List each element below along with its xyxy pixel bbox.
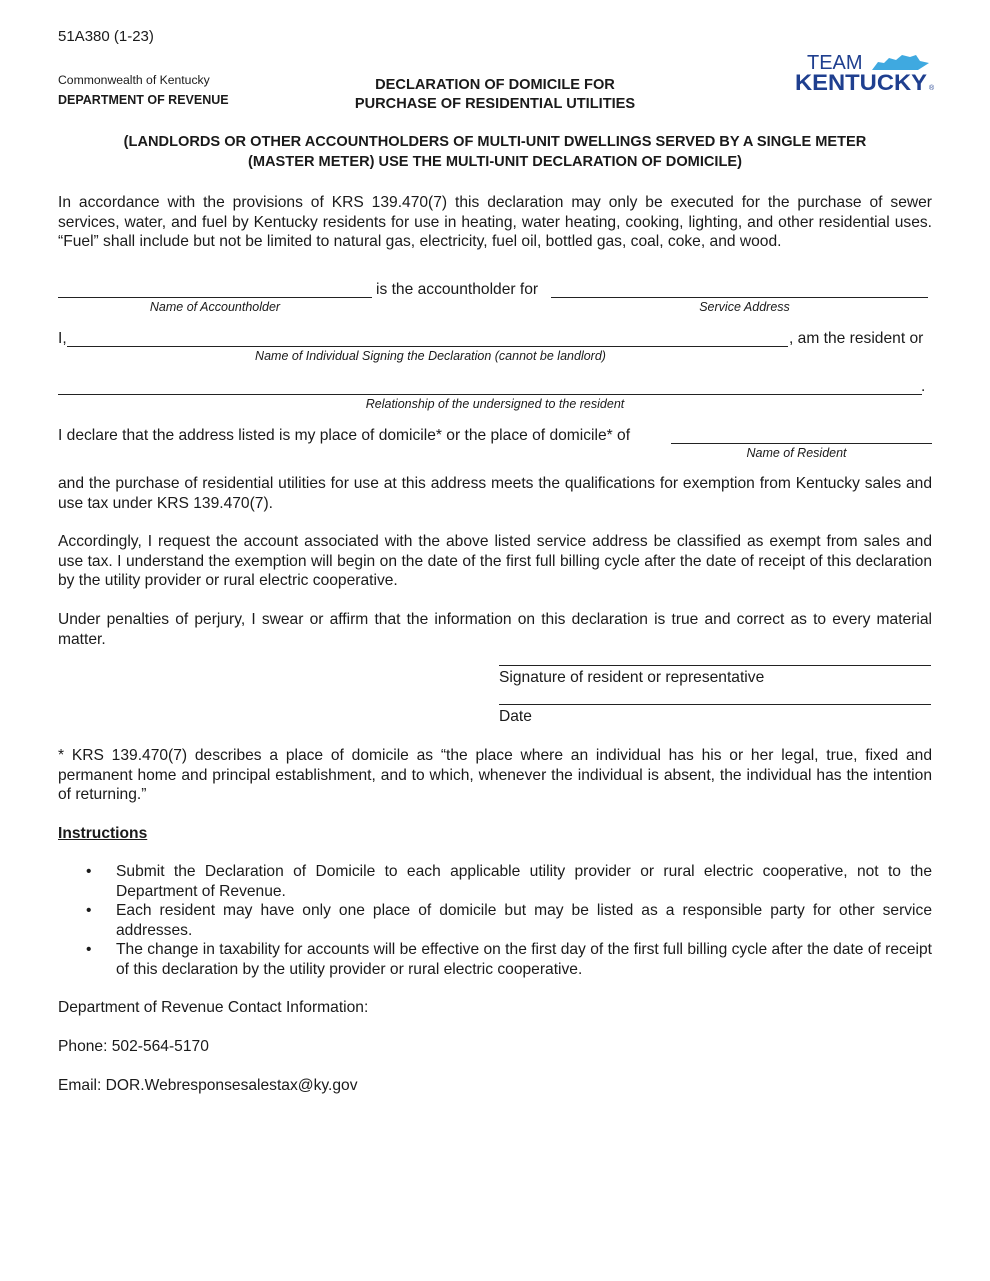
page-title (300, 76, 690, 114)
signer-caption: Name of Individual Signing the Declaration (cannot be landlord) (255, 349, 606, 363)
instruction-text: The change in taxability for accounts will be effective on the first day of the first full billing cycle after the date of receipt of this declaration by the utility provider or rural electric cooperative. (116, 941, 932, 978)
notice-line-2: (MASTER METER) USE THE MULTI-UNIT DECLARATION OF DOMICILE) (248, 153, 742, 170)
signer-name-field[interactable] (67, 346, 788, 347)
date-label: Date (499, 708, 532, 725)
contact-email[interactable]: Email: DOR.Webresponsesalestax@ky.gov (58, 1077, 358, 1094)
domicile-footnote: * KRS 139.470(7) describes a place of domicile as “the place where an individual has his or her legal, true, fixed and permanent home and principal establishment, and to which, whenever the individual is absent, the individual has the intention of returning.” (58, 747, 932, 803)
relationship-period: . (921, 378, 926, 395)
perjury-paragraph: Under penalties of perjury, I swear or affirm that the information on this declaration is true and correct as to every material matter. (58, 611, 932, 648)
instructions-heading: Instructions (58, 825, 148, 842)
list-item (86, 862, 932, 901)
intro-paragraph: In accordance with the provisions of KRS 139.470(7) this declaration may only be executed for the purchase of sewer services, water, and fuel by Kentucky residents for use in heating, water heating, cooking, lighting, and other residential uses. “Fuel” shall include but not be limited to natural gas, electricity, fuel oil, bottled gas, coal, coke, and wood. (58, 194, 932, 250)
logo-team-text: TEAM (807, 52, 863, 74)
accountholder-text: is the accountholder for (376, 281, 539, 298)
commonwealth-label: Commonwealth of Kentucky (58, 73, 210, 87)
notice-line-1: (LANDLORDS OR OTHER ACCOUNTHOLDERS OF MULTI-UNIT DWELLINGS SERVED BY A SINGLE METER (123, 134, 867, 150)
relationship-field[interactable] (58, 394, 922, 395)
relationship-caption: Relationship of the undersigned to the resident (365, 397, 625, 411)
resident-name-field[interactable] (671, 443, 932, 444)
date-field[interactable] (499, 704, 931, 705)
signature-field[interactable] (499, 665, 931, 666)
logo-registered-mark: ® (929, 85, 935, 92)
service-address-field[interactable] (551, 297, 928, 298)
title-line-1: DECLARATION OF DOMICILE FOR (375, 77, 615, 93)
resident-caption: Name of Resident (746, 446, 847, 460)
contact-phone: Phone: 502-564-5170 (58, 1038, 209, 1055)
declare-text: I declare that the address listed is my place of domicile* or the place of domicile* of (58, 427, 631, 444)
instructions-list (86, 862, 932, 979)
logo-kentucky-text: KENTUCKY (795, 70, 928, 94)
contact-heading: Department of Revenue Contact Information: (58, 999, 369, 1016)
department-label: DEPARTMENT OF REVENUE (58, 93, 229, 107)
form-number: 51A380 (1-23) (58, 28, 154, 45)
multi-unit-notice (58, 133, 932, 172)
bullet-icon: • (86, 863, 92, 880)
bullet-icon: • (86, 941, 92, 958)
accountholder-caption: Name of Accountholder (149, 300, 281, 314)
signature-label: Signature of resident or representative (499, 669, 765, 686)
instruction-text: Each resident may have only one place of domicile but may be listed as a responsible party for other service addresses. (116, 902, 932, 939)
list-item (86, 901, 932, 940)
service-address-caption: Service Address (699, 300, 790, 314)
kentucky-state-icon (872, 55, 929, 70)
title-line-2: PURCHASE OF RESIDENTIAL UTILITIES (354, 96, 636, 112)
team-kentucky-logo (792, 52, 937, 94)
instruction-text: Submit the Declaration of Domicile to each applicable utility provider or rural electric cooperative, not to the Department of Revenue. (116, 863, 932, 900)
list-item (86, 940, 932, 979)
i-prefix: I, (58, 330, 67, 347)
accountholder-name-field[interactable] (58, 297, 372, 298)
request-paragraph: Accordingly, I request the account associated with the above listed service address be classified as exempt from sales and use tax. I understand the exemption will begin on the date of the first full billing cycle after the date of receipt of this declaration by the utility provider or rural electric cooperative. (58, 533, 932, 589)
qualification-paragraph: and the purchase of residential utilities for use at this address meets the qualifications for exemption from Kentucky sales and use tax under KRS 139.470(7). (58, 475, 932, 512)
resident-suffix: , am the resident or (789, 330, 924, 347)
bullet-icon: • (86, 902, 92, 919)
